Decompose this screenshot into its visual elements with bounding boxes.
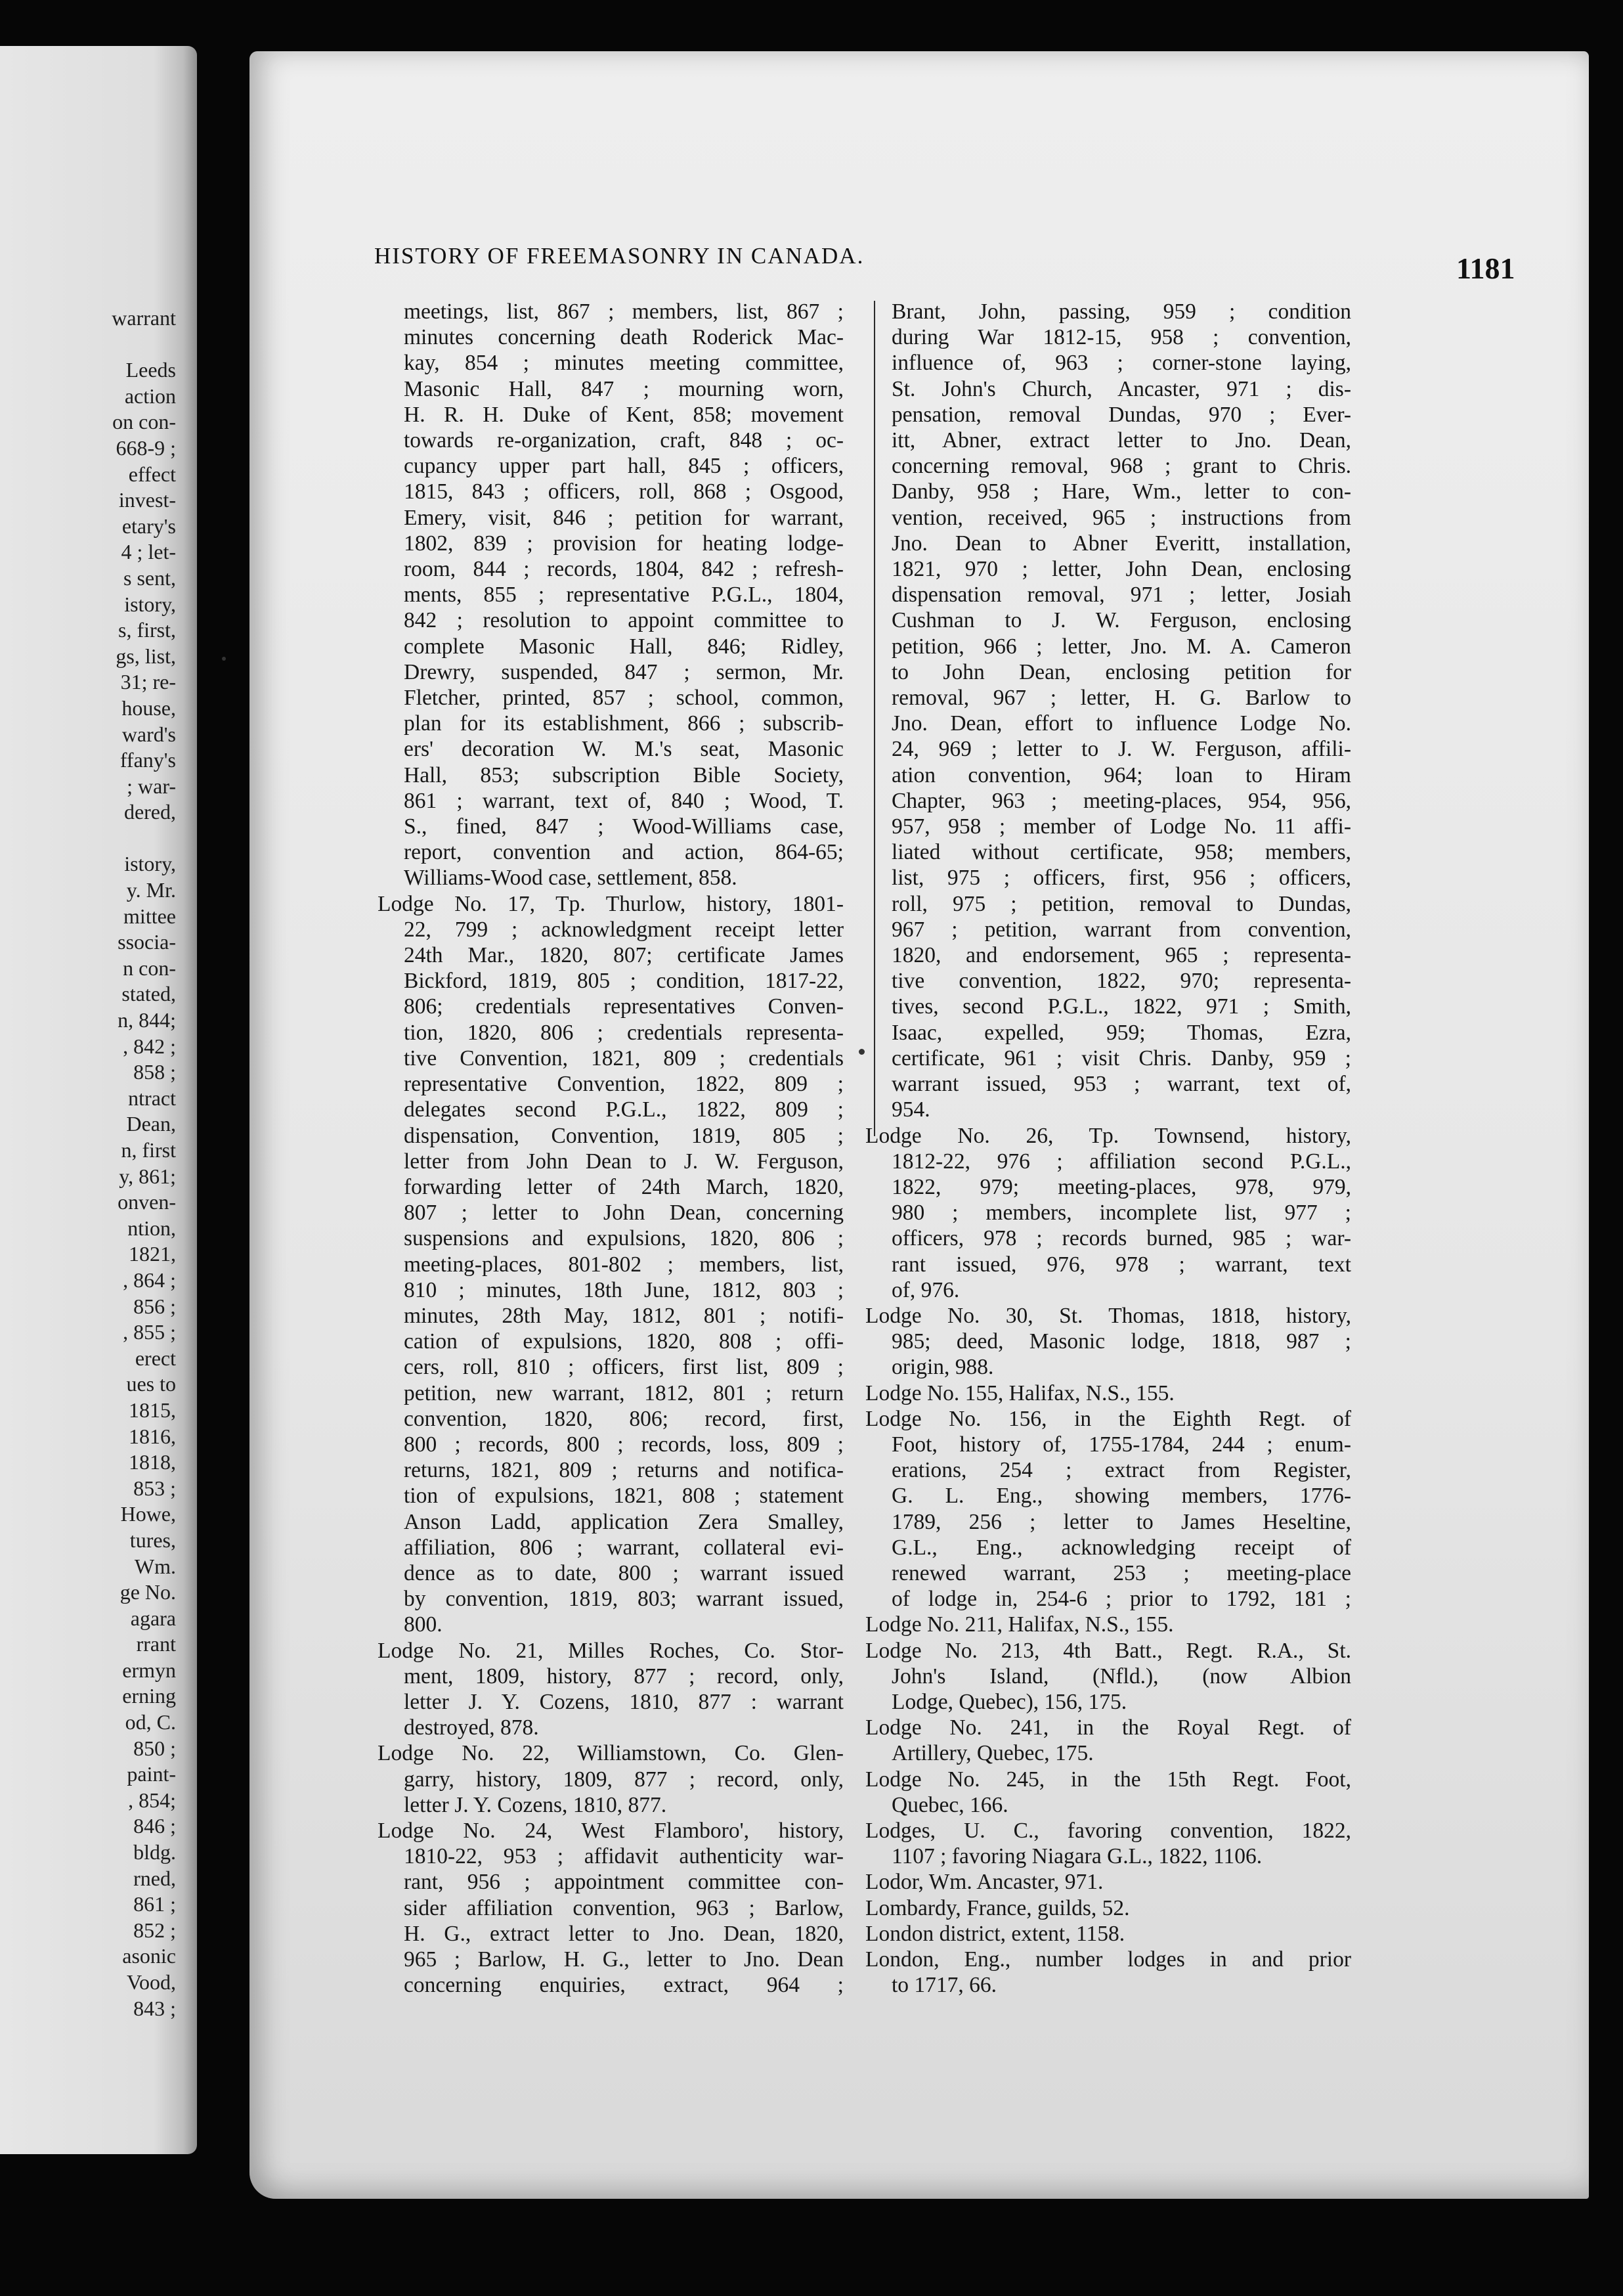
index-entry-line: 967 ; petition, warrant from convention, <box>892 917 1351 942</box>
index-entry-heading-line: Lodge No. 22, Williamstown, Co. Glen- <box>378 1741 844 1766</box>
index-entry-line: delegates second P.G.L., 1822, 809 ; <box>404 1097 844 1122</box>
index-entry-line: tive Convention, 1821, 809 ; credentials <box>404 1046 844 1071</box>
index-entry-line: towards re-organization, craft, 848 ; oc- <box>404 428 844 453</box>
previous-page-text <box>0 305 176 2021</box>
prev-page-line: mittee <box>123 904 176 928</box>
index-entry-line: petition, new warrant, 1812, 801 ; return <box>404 1380 844 1405</box>
index-entry-heading-line: Lodge No. 26, Tp. Townsend, history, <box>865 1123 1351 1148</box>
print-speck <box>859 1049 865 1055</box>
prev-page-line: erect <box>135 1346 176 1370</box>
index-entry-line: plan for its establishment, 866 ; subscrib- <box>404 711 844 736</box>
prev-page-line: rrant <box>136 1632 176 1656</box>
index-entry-line: letter from John Dean to J. W. Ferguson, <box>404 1149 844 1174</box>
prev-page-line: 853 ; <box>133 1476 176 1500</box>
index-entry-line: Bickford, 1819, 805 ; condition, 1817-22, <box>404 969 844 994</box>
index-column-left <box>378 299 844 1998</box>
prev-page-line: ward's <box>121 722 176 746</box>
index-entry-line: 810 ; minutes, 18th June, 1812, 803 ; <box>404 1277 844 1302</box>
index-entry-line: convention, 1820, 806; record, first, <box>404 1406 844 1431</box>
previous-page-edge <box>0 46 197 2154</box>
prev-page-line: , 854; <box>128 1788 176 1812</box>
index-entry-line: minutes, 28th May, 1812, 801 ; notifi- <box>404 1303 844 1328</box>
index-entry-line: 842 ; resolution to appoint committee to <box>404 608 844 633</box>
index-entry-line: renewed warrant, 253 ; meeting-place <box>892 1560 1351 1585</box>
prev-page-line: Leeds <box>125 358 176 382</box>
prev-page-line: 1816, <box>129 1424 176 1448</box>
index-entry-line: cation of expulsions, 1820, 808 ; offi- <box>404 1329 844 1354</box>
index-entry-line: Chapter, 963 ; meeting-places, 954, 956, <box>892 788 1351 813</box>
index-entry-line: liated without certificate, 958; members, <box>892 840 1351 865</box>
prev-page-line: Howe, <box>120 1502 176 1526</box>
index-entry-line: Cushman to J. W. Ferguson, enclosing <box>892 608 1351 633</box>
prev-page-line: ues to <box>126 1372 176 1396</box>
prev-page-line: n con- <box>123 956 176 980</box>
prev-page-line: , 855 ; <box>123 1320 176 1344</box>
index-entry-line: kay, 854 ; minutes meeting committee, <box>404 351 844 376</box>
prev-page-line: agara <box>130 1606 176 1630</box>
print-speck <box>222 657 226 661</box>
index-entry-heading-line: Lodge No. 21, Milles Roches, Co. Stor- <box>378 1638 844 1663</box>
prev-page-line: Dean, <box>126 1112 176 1136</box>
prev-page-line: warrant <box>112 306 176 330</box>
prev-page-line: rned, <box>133 1866 176 1890</box>
index-entry-line: letter J. Y. Cozens, 1810, 877. <box>404 1792 667 1817</box>
prev-page-line: 856 ; <box>133 1294 176 1318</box>
prev-page-line: dered, <box>123 800 176 824</box>
index-entry-line: vention, received, 965 ; instructions from <box>892 505 1351 530</box>
prev-page-line: 861 ; <box>133 1892 176 1916</box>
index-entry-line: certificate, 961 ; visit Chris. Danby, 959 ; <box>892 1046 1351 1071</box>
index-entry-line: 24th Mar., 1820, 807; certificate James <box>404 943 844 968</box>
index-entry-line: room, 844 ; records, 1804, 842 ; refresh- <box>404 557 844 582</box>
index-entry-line: Jno. Dean, effort to influence Lodge No. <box>892 711 1351 736</box>
prev-page-line: 1818, <box>129 1450 176 1474</box>
prev-page-line: Wm. <box>134 1554 176 1578</box>
prev-page-line: istory, <box>124 592 176 616</box>
index-entry-line: during War 1812-15, 958 ; convention, <box>892 325 1351 350</box>
index-entry-line: Brant, John, passing, 959 ; condition <box>892 299 1351 324</box>
index-entry-line: Jno. Dean to Abner Everitt, installation, <box>892 531 1351 556</box>
prev-page-line: onven- <box>118 1190 176 1214</box>
prev-page-line: gs, list, <box>116 644 176 668</box>
index-entry-line: 807 ; letter to John Dean, concerning <box>404 1201 844 1225</box>
index-entry-line: pensation, removal Dundas, 970 ; Ever- <box>892 402 1351 427</box>
index-entry-heading-line: Lodges, U. C., favoring convention, 1822, <box>865 1818 1351 1843</box>
index-entry-line: petition, 966 ; letter, Jno. M. A. Cameron <box>892 634 1351 659</box>
index-entry-heading-line: Lodge No. 24, West Flamboro', history, <box>378 1818 844 1843</box>
index-entry-line: to John Dean, enclosing petition for <box>892 659 1351 684</box>
prev-page-line: 846 ; <box>133 1814 176 1838</box>
index-entry-heading-line: Lodge No. 211, Halifax, N.S., 155. <box>865 1612 1174 1637</box>
index-entry-line: warrant issued, 953 ; warrant, text of, <box>892 1072 1351 1097</box>
index-entry-line: destroyed, 878. <box>404 1715 539 1740</box>
index-entry-line: dispensation, Convention, 1819, 805 ; <box>404 1123 844 1148</box>
index-entry-line: ments, 855 ; representative P.G.L., 1804, <box>404 583 844 607</box>
index-entry-line: Artillery, Quebec, 175. <box>892 1741 1094 1766</box>
prev-page-line: ntion, <box>127 1216 176 1240</box>
prev-page-line: ermyn <box>122 1658 176 1682</box>
index-entry-line: dence as to date, 800 ; warrant issued <box>404 1560 844 1585</box>
page-number: 1181 <box>1456 252 1515 285</box>
index-entry-heading-line: Lodor, Wm. Ancaster, 971. <box>865 1870 1104 1895</box>
prev-page-line: 843 ; <box>133 1996 176 2020</box>
index-entry-line: Quebec, 166. <box>892 1792 1008 1817</box>
prev-page-line: ntract <box>128 1086 176 1110</box>
prev-page-line: n, 844; <box>118 1008 176 1032</box>
index-column-right <box>865 299 1351 1998</box>
index-entry-line: 22, 799 ; acknowledgment receipt letter <box>404 917 844 942</box>
index-entry-line: Drewry, suspended, 847 ; sermon, Mr. <box>404 659 844 684</box>
prev-page-line: 858 ; <box>133 1060 176 1084</box>
index-entry-line: Williams-Wood case, settlement, 858. <box>404 866 737 891</box>
prev-page-line: ge No. <box>119 1580 176 1604</box>
index-entry-line: by convention, 1819, 803; warrant issued, <box>404 1587 844 1612</box>
index-entry-heading-line: Lodge No. 17, Tp. Thurlow, history, 1801- <box>378 891 844 916</box>
index-entry-heading-line: London district, extent, 1158. <box>865 1921 1125 1946</box>
index-entry-line: 1812-22, 976 ; affiliation second P.G.L., <box>892 1149 1351 1174</box>
prev-page-line: asonic <box>122 1944 176 1968</box>
index-entry-line: of lodge in, 254-6 ; prior to 1792, 181 ; <box>892 1587 1351 1612</box>
index-entry-line: 954. <box>892 1097 930 1122</box>
index-entry-line: minutes concerning death Roderick Mac- <box>404 325 844 350</box>
index-entry-line: Isaac, expelled, 959; Thomas, Ezra, <box>892 1020 1351 1045</box>
index-entry-line: concerning enquiries, extract, 964 ; <box>404 1973 844 1998</box>
index-entry-line: 1810-22, 953 ; affidavit authenticity war- <box>404 1844 844 1869</box>
index-entry-line: 24, 969 ; letter to J. W. Ferguson, affili- <box>892 737 1351 762</box>
index-entry-line: removal, 967 ; letter, H. G. Barlow to <box>892 686 1351 711</box>
prev-page-line: effect <box>128 462 176 486</box>
index-entry-line: Lodge, Quebec), 156, 175. <box>892 1689 1127 1714</box>
prev-page-line: , 864 ; <box>123 1268 176 1292</box>
index-entry-line: origin, 988. <box>892 1355 994 1380</box>
index-entry-line: 1789, 256 ; letter to James Heseltine, <box>892 1509 1351 1534</box>
index-entry-line: rant issued, 976, 978 ; warrant, text <box>892 1252 1351 1277</box>
prev-page-line: etary's <box>121 514 176 538</box>
index-entry-line: 800 ; records, 800 ; records, loss, 809 ; <box>404 1432 844 1457</box>
index-entry-line: returns, 1821, 809 ; returns and notifica- <box>404 1458 844 1483</box>
index-entry-line: garry, history, 1809, 877 ; record, only, <box>404 1767 844 1792</box>
running-head: HISTORY OF FREEMASONRY IN CANADA. <box>374 243 865 269</box>
prev-page-line: 668-9 ; <box>116 435 176 460</box>
prev-page-line: 852 ; <box>133 1918 176 1942</box>
index-entry-line: representative Convention, 1822, 809 ; <box>404 1072 844 1097</box>
prev-page-line: s sent, <box>123 565 176 590</box>
index-entry-line: Anson Ladd, application Zera Smalley, <box>404 1509 844 1534</box>
index-entry-heading-line: Lodge No. 30, St. Thomas, 1818, history, <box>865 1303 1351 1328</box>
prev-page-line: od, C. <box>125 1710 176 1734</box>
index-entry-heading-line: Lodge No. 213, 4th Batt., Regt. R.A., St. <box>865 1638 1351 1663</box>
index-entry-line: rant, 956 ; appointment committee con- <box>404 1870 844 1895</box>
index-entry-line: affiliation, 806 ; warrant, collateral evi- <box>404 1535 844 1560</box>
index-entry-line: tives, second P.G.L., 1822, 971 ; Smith, <box>892 994 1351 1019</box>
prev-page-line: stated, <box>121 982 176 1006</box>
prev-page-line: 850 ; <box>133 1736 176 1760</box>
prev-page-line: Vood, <box>127 1970 176 1994</box>
index-entry-line: meeting-places, 801-802 ; members, list, <box>404 1252 844 1277</box>
index-entry-line: roll, 975 ; petition, removal to Dundas, <box>892 891 1351 916</box>
index-entry-line: St. John's Church, Ancaster, 971 ; dis- <box>892 376 1351 401</box>
index-entry-line: concerning removal, 968 ; grant to Chris. <box>892 454 1351 479</box>
prev-page-line: ssocia- <box>118 930 176 954</box>
index-entry-line: Hall, 853; subscription Bible Society, <box>404 762 844 787</box>
index-entry-heading-line: London, Eng., number lodges in and prior <box>865 1947 1351 1972</box>
index-entry-line: Masonic Hall, 847 ; mourning worn, <box>404 376 844 401</box>
prev-page-line: istory, <box>124 852 176 876</box>
index-entry-line: 1822, 979; meeting-places, 978, 979, <box>892 1174 1351 1199</box>
prev-page-line <box>0 826 176 852</box>
index-entry-line: report, convention and action, 864-65; <box>404 840 844 865</box>
index-entry-line: sider affiliation convention, 963 ; Barlow, <box>404 1895 844 1920</box>
prev-page-line: on con- <box>112 410 176 434</box>
index-entry-heading-line: Lodge No. 156, in the Eighth Regt. of <box>865 1406 1351 1431</box>
index-entry-line: H. G., extract letter to Jno. Dean, 1820, <box>404 1921 844 1946</box>
prev-page-line: y. Mr. <box>126 878 176 902</box>
index-entry-line: dispensation removal, 971 ; letter, Josiah <box>892 583 1351 607</box>
prev-page-line: action <box>124 384 176 408</box>
prev-page-line: ffany's <box>119 748 176 772</box>
index-entry-line: G. L. Eng., showing members, 1776- <box>892 1484 1351 1509</box>
index-entry-line: erations, 254 ; extract from Register, <box>892 1458 1351 1483</box>
prev-page-line: 4 ; let- <box>121 540 176 564</box>
index-entry-line: Fletcher, printed, 857 ; school, common, <box>404 686 844 711</box>
index-entry-line: meetings, list, 867 ; members, list, 867 ; <box>404 299 844 324</box>
index-entry-line: 957, 958 ; member of Lodge No. 11 affi- <box>892 814 1351 839</box>
index-entry-line: ers' decoration W. M.'s seat, Masonic <box>404 737 844 762</box>
prev-page-line: tures, <box>129 1528 176 1552</box>
index-entry-line: G.L., Eng., acknowledging receipt of <box>892 1535 1351 1560</box>
index-entry-line: cers, roll, 810 ; officers, first list, 809 ; <box>404 1355 844 1380</box>
prev-page-line: invest- <box>118 488 176 512</box>
index-entry-line: 800. <box>404 1612 443 1637</box>
index-entry-line: forwarding letter of 24th March, 1820, <box>404 1174 844 1199</box>
index-entry-line: letter J. Y. Cozens, 1810, 877 : warrant <box>404 1689 844 1714</box>
index-entry-line: officers, 978 ; records burned, 985 ; war- <box>892 1226 1351 1251</box>
prev-page-line: y, 861; <box>119 1164 176 1188</box>
index-entry-line: of, 976. <box>892 1277 960 1302</box>
index-entry-line: 1815, 843 ; officers, roll, 868 ; Osgood, <box>404 479 844 504</box>
prev-page-line: s, first, <box>118 618 176 642</box>
index-entry-line: list, 975 ; officers, first, 956 ; officers, <box>892 866 1351 891</box>
index-entry-line: Danby, 958 ; Hare, Wm., letter to con- <box>892 479 1351 504</box>
index-entry-line: to 1717, 66. <box>892 1973 997 1998</box>
index-entry-line: 1821, 970 ; letter, John Dean, enclosing <box>892 557 1351 582</box>
index-entry-line: 1107 ; favoring Niagara G.L., 1822, 1106. <box>892 1844 1263 1869</box>
index-entry-line: tive convention, 1822, 970; representa- <box>892 969 1351 994</box>
index-entry-line: ment, 1809, history, 877 ; record, only, <box>404 1664 844 1689</box>
index-entry-line: H. R. H. Duke of Kent, 858; movement <box>404 402 844 427</box>
prev-page-line: paint- <box>127 1762 176 1786</box>
prev-page-line: erning <box>122 1684 176 1708</box>
index-entry-heading-line: Lodge No. 245, in the 15th Regt. Foot, <box>865 1767 1351 1792</box>
index-entry-line: S., fined, 847 ; Wood-Williams case, <box>404 814 844 839</box>
index-entry-line: 985; deed, Masonic lodge, 1818, 987 ; <box>892 1329 1351 1354</box>
index-entry-line: Foot, history of, 1755-1784, 244 ; enum- <box>892 1432 1351 1457</box>
index-entry-line: John's Island, (Nfld.), (now Albion <box>892 1664 1351 1689</box>
prev-page-line <box>0 332 176 358</box>
index-entry-line: influence of, 963 ; corner-stone laying, <box>892 351 1351 376</box>
index-entry-line: cupancy upper part hall, 845 ; officers, <box>404 454 844 479</box>
prev-page-line: 31; re- <box>120 670 176 694</box>
index-entry-heading-line: Lodge No. 155, Halifax, N.S., 155. <box>865 1380 1175 1405</box>
index-entry-line: 1820, and endorsement, 965 ; representa- <box>892 943 1351 968</box>
prev-page-line: ; war- <box>127 774 176 798</box>
index-entry-line: 861 ; warrant, text of, 840 ; Wood, T. <box>404 788 844 813</box>
index-entry-line: 1802, 839 ; provision for heating lodge- <box>404 531 844 556</box>
index-entry-heading-line: Lodge No. 241, in the Royal Regt. of <box>865 1715 1351 1740</box>
index-entry-line: itt, Abner, extract letter to Jno. Dean, <box>892 428 1351 453</box>
index-entry-line: tion of expulsions, 1821, 808 ; statement <box>404 1484 844 1509</box>
index-entry-line: Emery, visit, 846 ; petition for warrant, <box>404 505 844 530</box>
index-entry-line: 965 ; Barlow, H. G., letter to Jno. Dean <box>404 1947 844 1972</box>
prev-page-line: bldg. <box>133 1840 176 1865</box>
prev-page-line: house, <box>121 695 176 720</box>
index-entry-line: 806; credentials representatives Conven- <box>404 994 844 1019</box>
index-entry-line: 980 ; members, incomplete list, 977 ; <box>892 1201 1351 1225</box>
index-entry-line: tion, 1820, 806 ; credentials representa- <box>404 1020 844 1045</box>
index-entry-heading-line: Lombardy, France, guilds, 52. <box>865 1895 1130 1920</box>
index-entry-line: ation convention, 964; loan to Hiram <box>892 762 1351 787</box>
prev-page-line: 1821, <box>129 1242 176 1266</box>
index-entry-line: complete Masonic Hall, 846; Ridley, <box>404 634 844 659</box>
index-entry-line: suspensions and expulsions, 1820, 806 ; <box>404 1226 844 1251</box>
prev-page-line: , 842 ; <box>123 1034 176 1058</box>
prev-page-line: n, first <box>121 1138 176 1162</box>
prev-page-line: 1815, <box>129 1398 176 1422</box>
